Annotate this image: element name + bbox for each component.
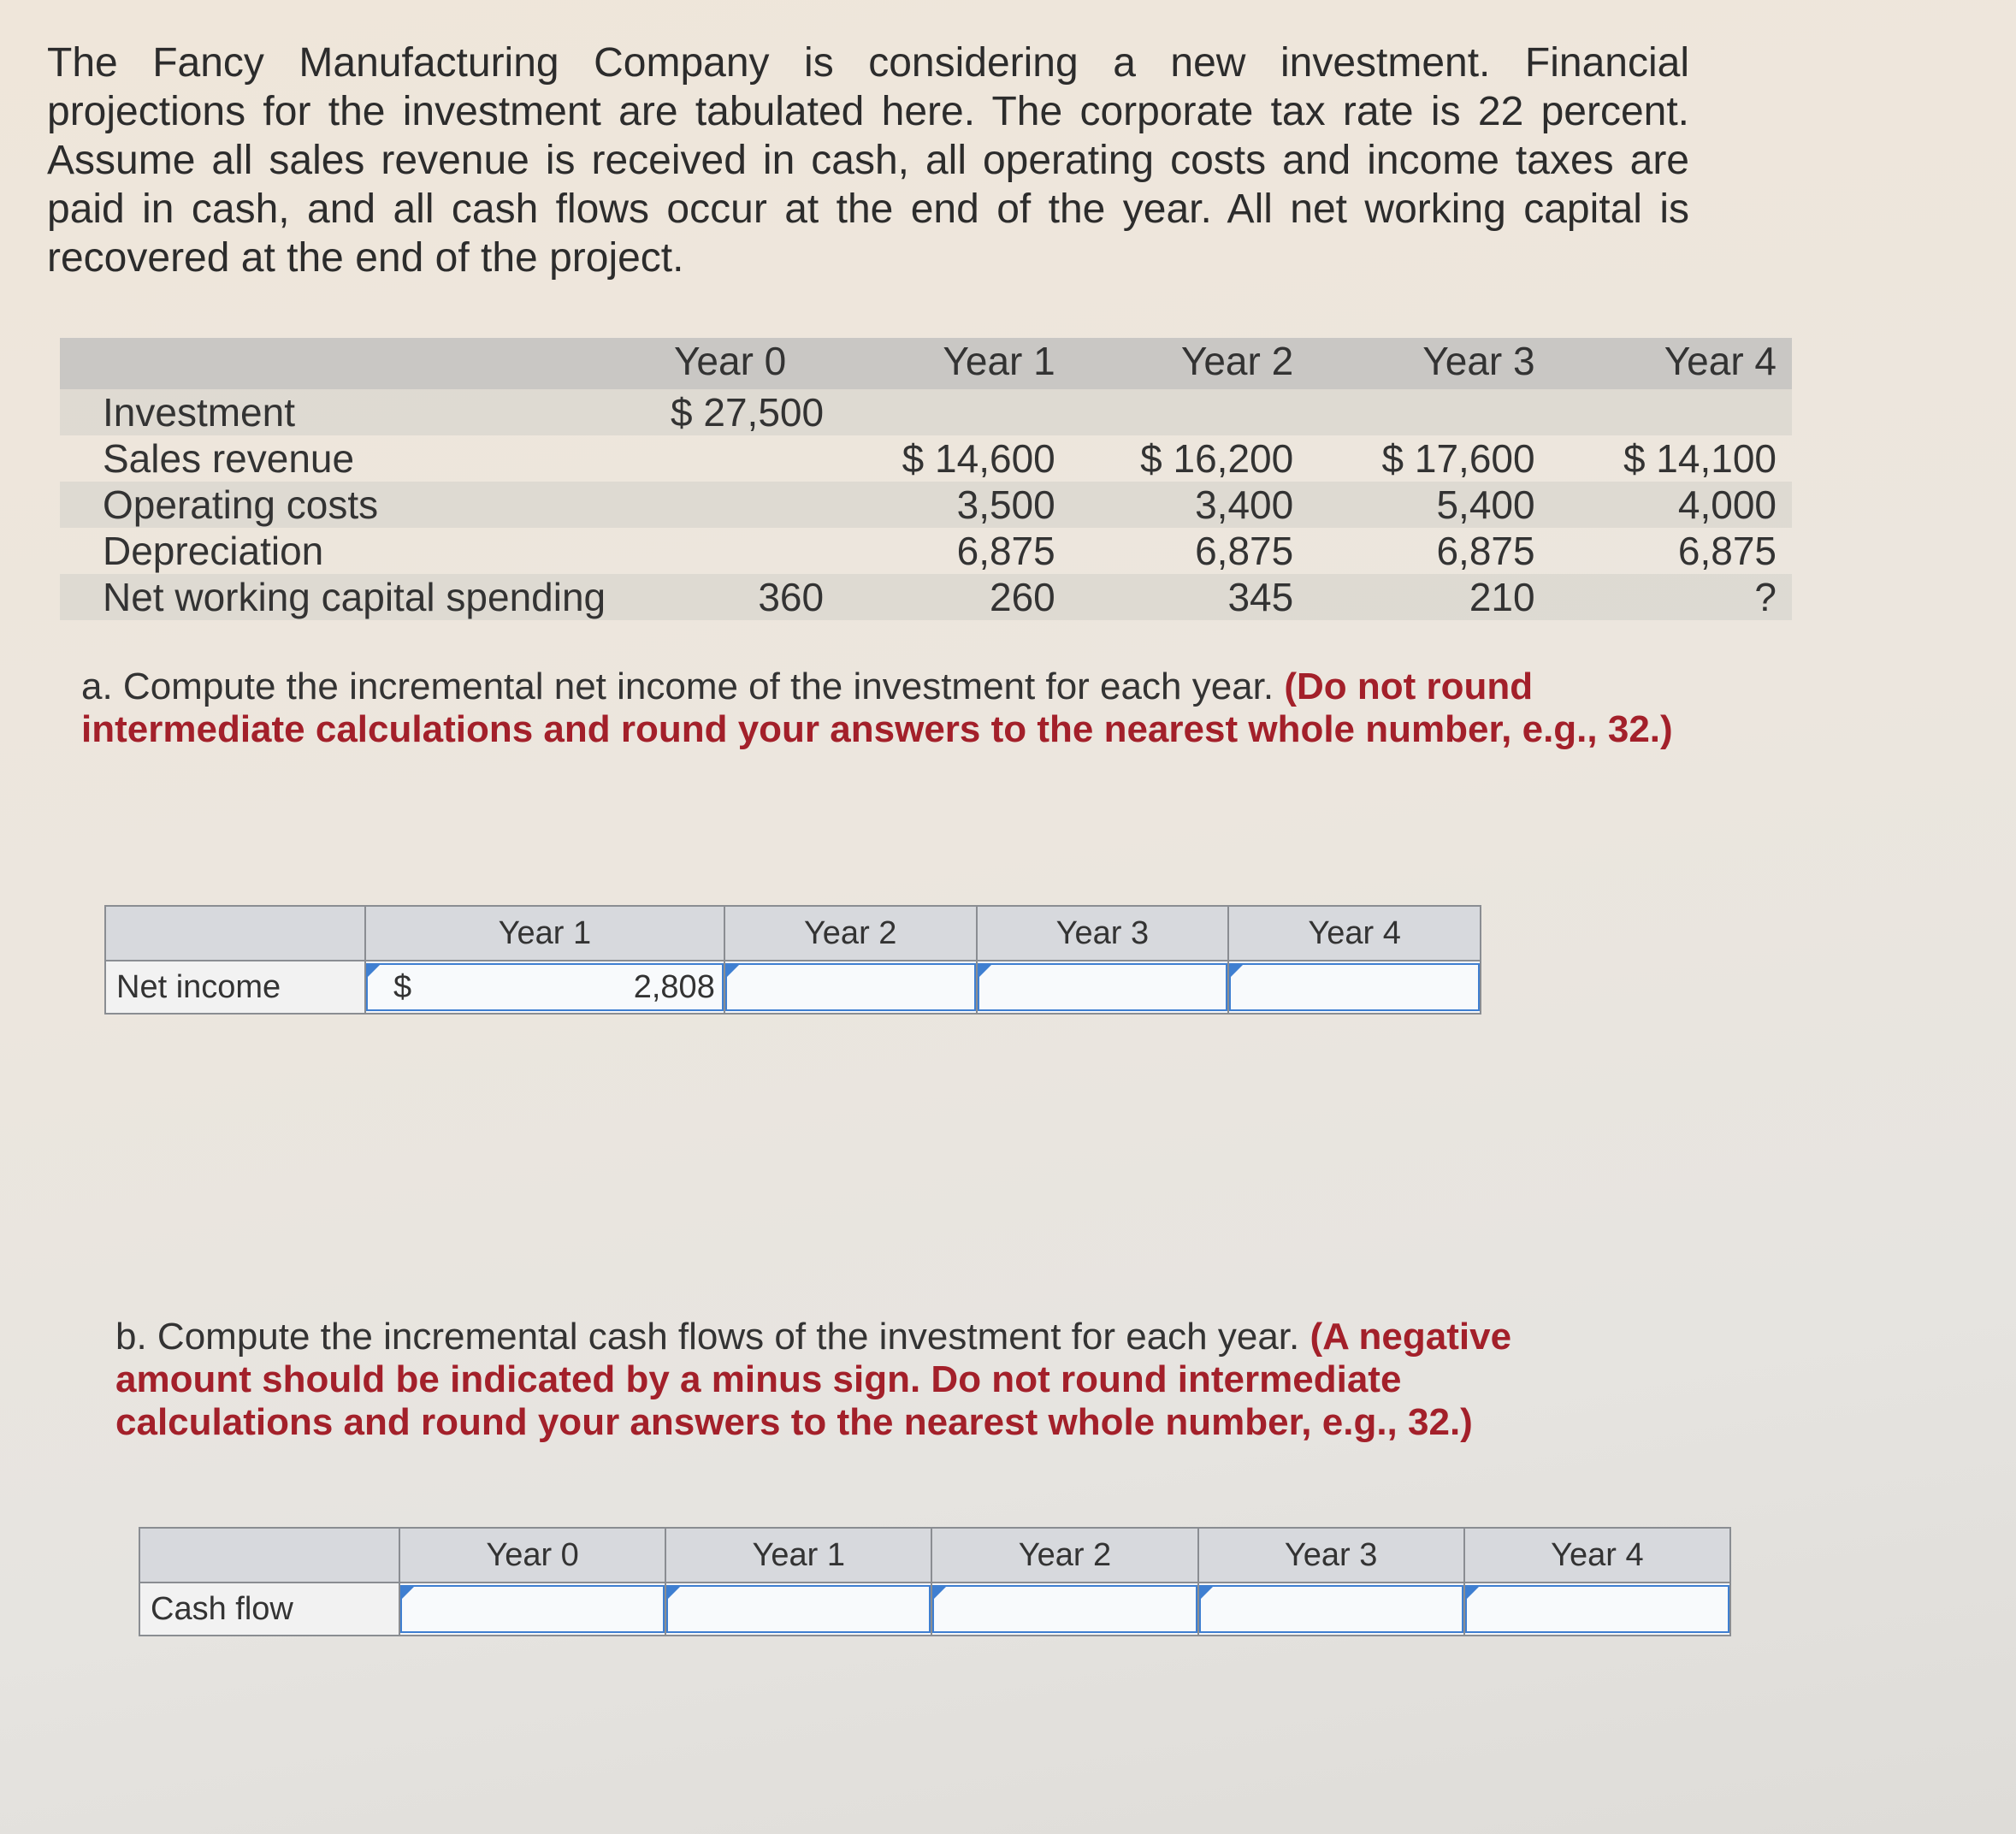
row-label-sales: Sales revenue bbox=[103, 436, 355, 481]
input-flag-icon bbox=[979, 965, 991, 977]
net-income-year-3-input[interactable] bbox=[978, 963, 1228, 1011]
row-investment bbox=[60, 389, 1792, 435]
net-income-year-1-value: 2,808 bbox=[633, 968, 715, 1005]
projection-table bbox=[60, 338, 1792, 620]
row-sales-revenue bbox=[60, 435, 1792, 482]
cf-header-year-0: Year 0 bbox=[399, 1528, 665, 1583]
input-flag-icon bbox=[1467, 1587, 1479, 1599]
question-b bbox=[115, 1316, 1621, 1444]
net-income-year-1-input[interactable] bbox=[366, 963, 724, 1011]
row-label-depreciation: Depreciation bbox=[103, 529, 324, 573]
cash-flow-year-0-input[interactable] bbox=[400, 1585, 665, 1633]
input-flag-icon bbox=[1231, 965, 1243, 977]
cash-flow-year-4-input[interactable] bbox=[1465, 1585, 1729, 1633]
net-income-label: Net income bbox=[105, 961, 365, 1014]
nwc-year-3: 210 bbox=[1309, 574, 1550, 620]
header-year-1: Year 1 bbox=[839, 338, 1071, 389]
cash-flow-row bbox=[139, 1583, 1730, 1636]
cf-header-year-1: Year 1 bbox=[665, 1528, 931, 1583]
cf-header-year-2: Year 2 bbox=[931, 1528, 1197, 1583]
net-income-year-2-input[interactable] bbox=[725, 963, 976, 1011]
cash-flow-year-1-input[interactable] bbox=[666, 1585, 931, 1633]
ni-header-blank bbox=[105, 906, 365, 961]
header-year-0-label: Year 0 bbox=[673, 339, 787, 383]
input-flag-icon bbox=[934, 1587, 946, 1599]
input-flag-icon bbox=[727, 965, 739, 977]
opcost-year-4: 4,000 bbox=[1551, 482, 1792, 528]
header-year-3: Year 3 bbox=[1309, 338, 1550, 389]
ni-header-year-4: Year 4 bbox=[1228, 906, 1481, 961]
dep-year-1: 6,875 bbox=[956, 529, 1055, 573]
row-operating-costs bbox=[60, 482, 1792, 528]
dep-year-4: 6,875 bbox=[1677, 529, 1777, 573]
input-flag-icon bbox=[368, 965, 380, 977]
net-income-year-4-input[interactable] bbox=[1229, 963, 1480, 1011]
question-b-text: b. Compute the incremental cash flows of the investment for each year. bbox=[115, 1316, 1300, 1358]
row-label-investment: Investment bbox=[60, 389, 621, 435]
net-income-table bbox=[104, 905, 1481, 1015]
cf-header-year-3: Year 3 bbox=[1198, 1528, 1464, 1583]
nwc-year-4: ? bbox=[1551, 574, 1792, 620]
cash-flow-year-2-input[interactable] bbox=[932, 1585, 1197, 1633]
cf-header-blank bbox=[139, 1528, 399, 1583]
currency-symbol: $ bbox=[393, 968, 412, 1005]
net-income-header-row bbox=[105, 906, 1481, 961]
header-year-2: Year 2 bbox=[1071, 338, 1309, 389]
cash-flow-table bbox=[139, 1527, 1731, 1636]
opcost-year-1: 3,500 bbox=[839, 482, 1071, 528]
sales-year-2: $ 16,200 bbox=[1140, 436, 1294, 481]
cf-header-year-4: Year 4 bbox=[1464, 1528, 1730, 1583]
nwc-year-1: 260 bbox=[839, 574, 1071, 620]
cash-flow-header-row bbox=[139, 1528, 1730, 1583]
sales-year-3: $ 17,600 bbox=[1381, 436, 1535, 481]
question-a-text: a. Compute the incremental net income of the investment for each year. bbox=[81, 666, 1274, 707]
opcost-year-2: 3,400 bbox=[1071, 482, 1309, 528]
dep-year-2: 6,875 bbox=[1195, 529, 1294, 573]
opcost-year-3: 5,400 bbox=[1309, 482, 1550, 528]
projection-header-row bbox=[60, 338, 1792, 389]
question-b-hint: (A negative amount should be indicated by a minus sign. Do not round intermediate calculations and round your answers to the nearest whole number, e.g., 32.) bbox=[115, 1316, 1512, 1443]
sales-year-4: $ 14,100 bbox=[1623, 436, 1777, 481]
row-nwc-spending bbox=[60, 574, 1792, 620]
dep-year-3: 6,875 bbox=[1436, 529, 1535, 573]
ni-header-year-3: Year 3 bbox=[977, 906, 1229, 961]
input-flag-icon bbox=[1201, 1587, 1213, 1599]
header-year-4: Year 4 bbox=[1551, 338, 1792, 389]
input-flag-icon bbox=[668, 1587, 680, 1599]
problem-intro: The Fancy Manufacturing Company is considering a new investment. Financial projections for the investment are tabulated here. The corporate tax rate is 22 percent. Assume all sales revenue is received in cash, all operating costs and income taxes are paid in cash, and all cash flows occur at the end of the year. All net working capital is recovered at the end of the project. bbox=[47, 40, 1689, 281]
input-flag-icon bbox=[402, 1587, 414, 1599]
row-depreciation bbox=[60, 528, 1792, 574]
cash-flow-year-3-input[interactable] bbox=[1199, 1585, 1463, 1633]
investment-year-0: $ 27,500 bbox=[621, 389, 839, 435]
question-a-hint: (Do not round intermediate calculations and round your answers to the nearest whole number, e.g., 32.) bbox=[81, 666, 1673, 750]
cash-flow-label: Cash flow bbox=[139, 1583, 399, 1636]
nwc-year-2: 345 bbox=[1071, 574, 1309, 620]
sales-year-1: $ 14,600 bbox=[902, 436, 1055, 481]
question-a bbox=[81, 666, 1689, 751]
ni-header-year-1: Year 1 bbox=[365, 906, 724, 961]
ni-header-year-2: Year 2 bbox=[724, 906, 977, 961]
header-blank bbox=[60, 338, 621, 389]
net-income-row bbox=[105, 961, 1481, 1014]
row-label-operating: Operating costs bbox=[60, 482, 621, 528]
nwc-year-0: 360 bbox=[621, 574, 839, 620]
row-label-nwc: Net working capital spending bbox=[60, 574, 621, 620]
header-year-0 bbox=[621, 338, 839, 389]
